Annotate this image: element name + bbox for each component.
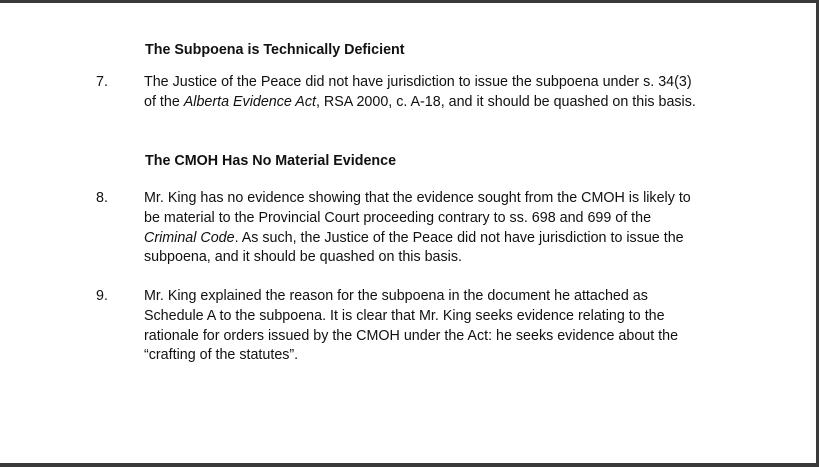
paragraph-number-9: 9. <box>96 288 108 304</box>
viewer-frame-bottom <box>0 463 819 467</box>
paragraph-8-line-2: be material to the Provincial Court proceeding contrary to ss. 698 and 699 of the <box>144 209 652 226</box>
criminal-code-citation: Criminal Code <box>144 229 235 246</box>
paragraph-9-line-4: “crafting of the statutes”. <box>144 347 299 364</box>
paragraph-number-8: 8. <box>96 190 108 206</box>
paragraph-8-line-4: subpoena, and it should be quashed on this basis. <box>144 249 462 266</box>
paragraph-8-line-3: Criminal Code. As such, the Justice of the Peace did not have jurisdiction to issue the <box>144 229 684 246</box>
viewer-frame-top <box>0 0 819 3</box>
paragraph-9-line-2: Schedule A to the subpoena. It is clear that Mr. King seeks evidence relating to the <box>144 307 665 324</box>
section-heading-technically-deficient: The Subpoena is Technically Deficient <box>145 42 405 58</box>
act-citation: Alberta Evidence Act <box>183 93 316 110</box>
paragraph-7-text <box>144 73 744 113</box>
paragraph-9-line-1: Mr. King explained the reason for the subpoena in the document he attached as <box>144 288 648 304</box>
paragraph-7-line-1: The Justice of the Peace did not have jurisdiction to issue the subpoena under s. 34(3) <box>144 74 692 90</box>
section-heading-no-material-evidence: The CMOH Has No Material Evidence <box>145 153 397 169</box>
paragraph-8-text <box>144 189 744 268</box>
paragraph-number-7: 7. <box>96 74 108 90</box>
paragraph-9-line-3: rationale for orders issued by the CMOH under the Act: he seeks evidence about the <box>144 327 679 344</box>
paragraph-7-line-2: of the Alberta Evidence Act, RSA 2000, c. A-18, and it should be quashed on this basis. <box>144 93 696 110</box>
paragraph-9-text <box>144 287 744 366</box>
paragraph-8-line-1: Mr. King has no evidence showing that the evidence sought from the CMOH is likely to <box>144 190 691 206</box>
